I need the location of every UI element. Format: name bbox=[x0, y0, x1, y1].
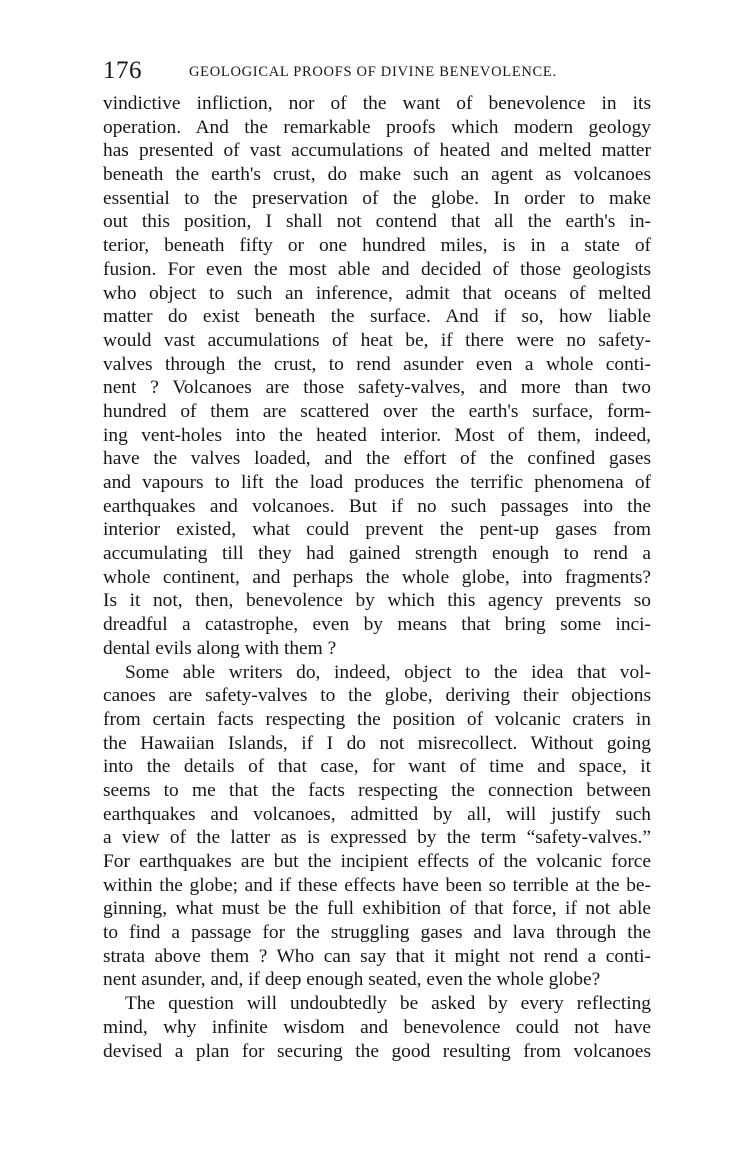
text-line: would vast accumulations of heat be, if there were no safety- bbox=[103, 329, 651, 351]
text-line: Is it not, then, benevolence by which this agency prevents so bbox=[103, 590, 651, 612]
text-line: nent asunder, and, if deep enough seated, even the whole globe? bbox=[103, 969, 601, 991]
page-number: 176 bbox=[103, 57, 142, 84]
text-line: The question will undoubtedly be asked by every reflecting bbox=[125, 993, 651, 1015]
text-line: For earthquakes are but the incipient effects of the volcanic force bbox=[103, 851, 651, 872]
text-line: canoes are safety-valves to the globe, deriving their objections bbox=[103, 685, 651, 707]
text-line: essential to the preservation of the globe. In order to make bbox=[103, 187, 651, 209]
text-line: seems to me that the facts respecting the connection between bbox=[103, 779, 651, 801]
running-head bbox=[103, 56, 651, 86]
text-line: who object to such an inference, admit that oceans of melted bbox=[103, 282, 651, 304]
text-line: dreadful a catastrophe, even by means that bring some inci- bbox=[103, 614, 651, 636]
text-line: Some able writers do, indeed, object to the idea that vol- bbox=[125, 661, 651, 683]
text-line: a view of the latter as is expressed by the term “safety-valves.” bbox=[103, 827, 651, 849]
text-line: ing vent-holes into the heated interior. Most of them, indeed, bbox=[103, 424, 651, 446]
text-line: have the valves loaded, and the effort of the confined gases bbox=[103, 448, 651, 470]
text-line: beneath the earth's crust, do make such an agent as volcanoes bbox=[103, 164, 651, 186]
text-line: dental evils along with them ? bbox=[103, 637, 337, 659]
text-line: within the globe; and if these effects have been so terrible at the be- bbox=[103, 874, 651, 896]
text-line: matter do exist beneath the surface. And if so, how liable bbox=[103, 306, 651, 328]
text-line: out this position, I shall not contend that all the earth's in- bbox=[103, 211, 651, 233]
text-line: terior, beneath fifty or one hundred miles, is in a state of bbox=[103, 235, 651, 257]
running-title: GEOLOGICAL PROOFS OF DIVINE BENEVOLENCE. bbox=[189, 64, 557, 80]
text-line: mind, why infinite wisdom and benevolence could not have bbox=[103, 1016, 651, 1038]
text-line: the Hawaiian Islands, if I do not misrecollect. Without going bbox=[103, 732, 651, 754]
text-line: accumulating till they had gained strength enough to rend a bbox=[103, 543, 651, 565]
text-line: fusion. For even the most able and decided of those geologists bbox=[103, 258, 651, 280]
text-line: earthquakes and volcanoes. But if no such passages into the bbox=[103, 495, 651, 517]
body-text bbox=[103, 92, 651, 1063]
text-line: interior existed, what could prevent the pent-up gases from bbox=[103, 519, 651, 541]
text-line: and vapours to lift the load produces the terrific phenomena of bbox=[103, 472, 651, 493]
text-line: devised a plan for securing the good resulting from volcanoes bbox=[103, 1040, 651, 1062]
text-line: valves through the crust, to rend asunder even a whole conti- bbox=[103, 353, 651, 375]
text-line: nent ? Volcanoes are those safety-valves, and more than two bbox=[103, 377, 651, 399]
text-line: to find a passage for the struggling gases and lava through the bbox=[103, 922, 651, 944]
text-line: from certain facts respecting the position of volcanic craters in bbox=[103, 708, 651, 730]
text-line: vindictive infliction, nor of the want of benevolence in its bbox=[103, 93, 651, 114]
text-line: has presented of vast accumulations of heated and melted matter bbox=[103, 140, 651, 162]
text-line: whole continent, and perhaps the whole globe, into fragments? bbox=[103, 566, 651, 588]
text-line: into the details of that case, for want of time and space, it bbox=[103, 756, 651, 778]
text-line: hundred of them are scattered over the earth's surface, form- bbox=[103, 400, 651, 422]
text-line: strata above them ? Who can say that it might not rend a conti- bbox=[103, 945, 651, 967]
text-line: earthquakes and volcanoes, admitted by all, will justify such bbox=[103, 803, 651, 825]
text-line: operation. And the remarkable proofs which modern geology bbox=[103, 116, 651, 138]
text-line: ginning, what must be the full exhibition of that force, if not able bbox=[103, 898, 651, 920]
